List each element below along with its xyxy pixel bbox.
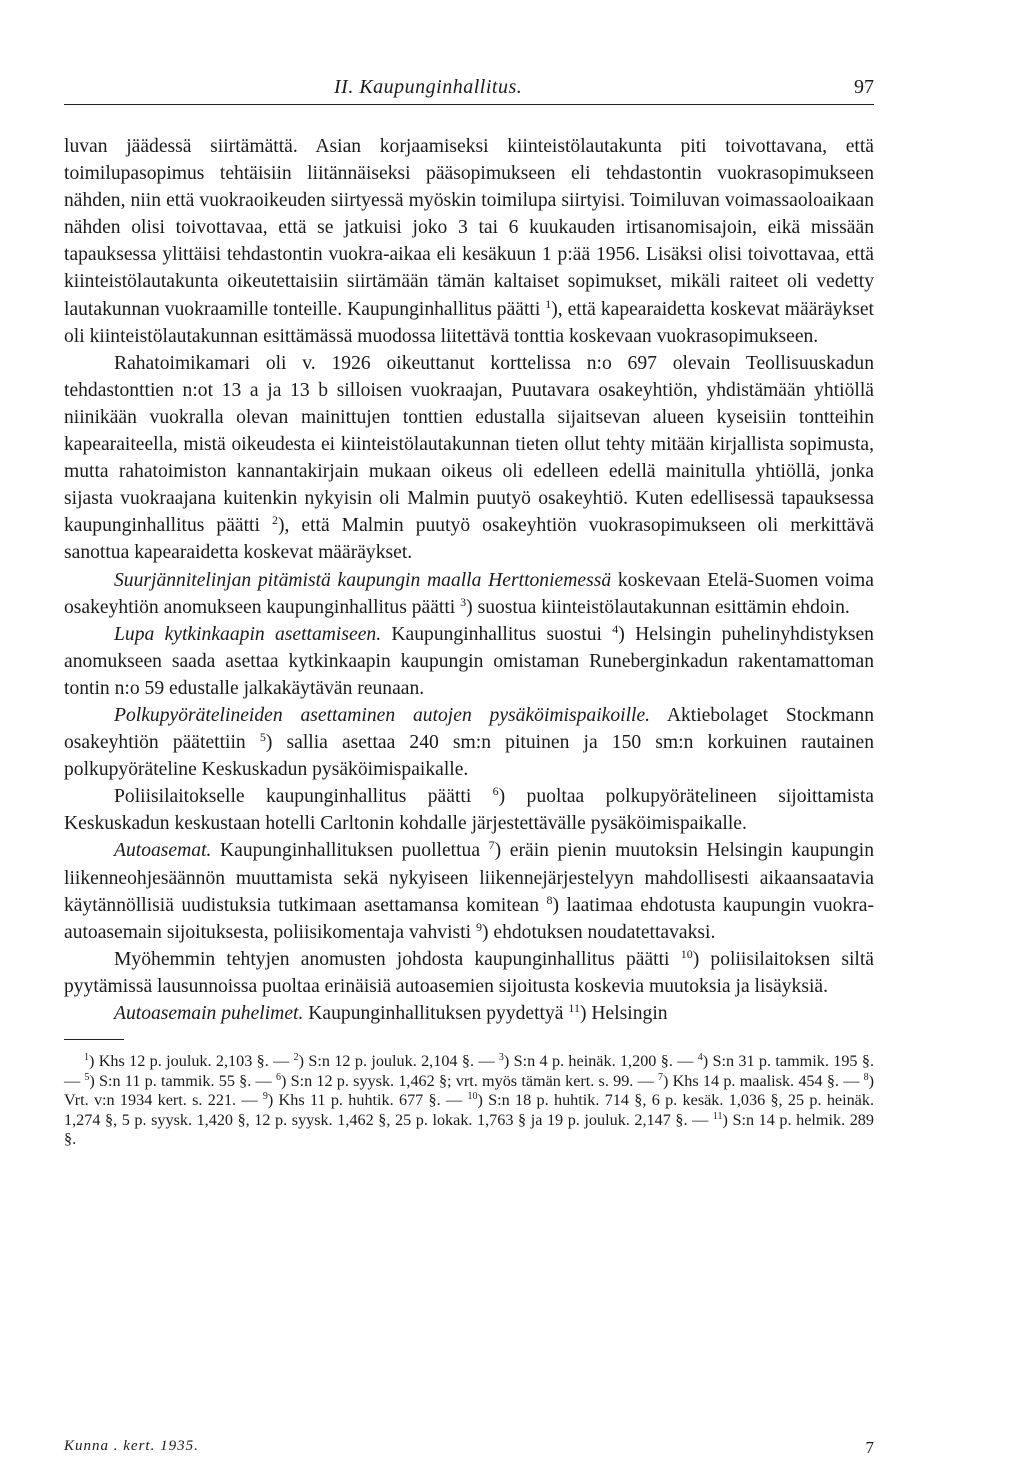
footnote-ref: 1 bbox=[84, 1052, 89, 1064]
footnote-ref: 7 bbox=[488, 838, 495, 853]
footnote-ref: 8 bbox=[863, 1071, 869, 1083]
footnote-ref: 11 bbox=[568, 1001, 580, 1015]
footnote-ref: 2 bbox=[271, 513, 278, 528]
footnote-ref: 10 bbox=[680, 946, 693, 961]
text-run: ) S:n 18 p. huhtik. 714 §, 6 p. kesäk. 1,036 §, 25 p. heinäk. 1,274 §, 5 p. syysk. 1,420 §, 12 p. syysk. 1,462 §, 25 p. lokak. 1,763 § ja 19 p. jouluk. 2,147 §. — bbox=[64, 1091, 875, 1129]
text-run: ) sallia asettaa 240 sm:n pituinen ja 150 sm:n korkuinen rautainen polkupyöräteline Keskuskadun pysäköimispaikalle. bbox=[64, 732, 874, 781]
text-run: ) Helsingin bbox=[579, 1003, 668, 1024]
italic-heading: Lupa kytkinkaapin asettamiseen. bbox=[114, 623, 382, 645]
paragraph bbox=[64, 350, 874, 567]
text-run: ) S:n 14 p. helmik. 289 §. bbox=[64, 1110, 874, 1149]
text-run: ) S:n 12 p. jouluk. 2,104 §. — bbox=[298, 1052, 499, 1071]
signature-number: 7 bbox=[865, 1438, 874, 1457]
text-run: ) Helsingin puhelinyhdistyksen anomukseen saada asettaa kytkinkaapin kaupungin omistaman Runeberginkadun rakentamattoman tontin n:o 59 edustalle jalkakäytävän reunaan. bbox=[64, 623, 874, 699]
footnote-ref: 2 bbox=[293, 1052, 299, 1064]
text-run: ), että kapearaidetta koskevat määräykset oli kiinteistölautakunnan esittämässä muodossa liitettävä tonttia koskevaan vuokrasopimukseen. bbox=[64, 298, 874, 347]
text-run: ) eräin pienin muutoksin Helsingin kaupungin liikenneohjesäännön muuttamista sekä nykyiseen liikennejärjestelyyn mahdollisesti aikaansaatavia käytännöllisiä uudistuksia tutkimaan asettamansa komitean bbox=[64, 840, 874, 916]
text-run: luvan jäädessä siirtämättä. Asian korjaamiseksi kiinteistölautakunta piti toivottavana, että toimilupasopimus tehtäisiin liitännäiseksi pääsopimukseen eli tehdastontin vuokrasopimukseen nähden, niin että vuokraoikeuden siirtyessä myöskin toimilupa siirtyisi. Toimiluvan voimassaoloaikaan nähden olisi toivottavaa, että se jatkuisi joko 3 tai 6 kuukauden irtisanomisajoin, eikä missään tapauksessa ylittäisi tehdastontin vuokra-aikaa eli kesäkuun 1 p:ää 1956. Lisäksi olisi toivottavaa, että kiinteistölautakunta oikeutettaisiin siirtämään tämän kaltaiset sopimukset, mikäli raiteet oli vedetty lautakunnan vuokraamille tonteille. Kaupunginhallitus päätti bbox=[64, 136, 874, 320]
footnote-ref: 5 bbox=[259, 730, 266, 745]
text-run: ) S:n 12 p. syysk. 1,462 §; vrt. myös tämän kert. s. 99. — bbox=[280, 1071, 658, 1090]
text-run: ) puoltaa polkupyörätelineen sijoittamista Keskuskadun keskustaan hotelli Carltonin kohdalle järjestettävälle pysäköimispaikalle. bbox=[64, 786, 874, 835]
text-run: ) ehdotuksen noudatettavaksi. bbox=[481, 921, 716, 943]
italic-heading: Autoasemat. bbox=[114, 840, 212, 862]
italic-heading: Autoasemain puhelimet. bbox=[114, 1003, 304, 1024]
paragraph bbox=[64, 621, 874, 702]
text-run: ) Vrt. v:n 1934 kert. s. 221. — bbox=[64, 1071, 874, 1110]
running-head bbox=[64, 70, 874, 104]
paragraph bbox=[64, 133, 874, 350]
paragraph bbox=[64, 1000, 874, 1027]
text-run: ) Khs 14 p. maalisk. 454 §. — bbox=[663, 1071, 864, 1090]
footnote-ref: 6 bbox=[275, 1071, 281, 1083]
body-text bbox=[64, 133, 874, 1027]
text-run: Kaupunginhallitus suostui bbox=[381, 623, 613, 645]
text-run: ) poliisilaitoksen siltä pyytämissä lausunnoissa puoltaa erinäisiä autoasemien sijoitusta koskevia muutoksia ja lisäyksiä. bbox=[64, 948, 874, 997]
text-run: ), että Malmin puutyö osakeyhtiön vuokrasopimukseen oli merkittävä sanottua kapearaidetta koskevat määräykset. bbox=[64, 515, 874, 564]
footnote-ref: 11 bbox=[712, 1110, 723, 1122]
text-run: ) S:n 11 p. tammik. 55 §. — bbox=[89, 1071, 276, 1090]
italic-heading: Suurjännitelinjan pitämistä kaupungin maalla Herttoniemessä bbox=[114, 569, 612, 591]
footnote-ref: 1 bbox=[545, 296, 552, 311]
paragraph bbox=[64, 783, 874, 837]
footnote-ref: 9 bbox=[475, 919, 482, 934]
footnote-ref: 4 bbox=[697, 1052, 703, 1064]
footnote-ref: 9 bbox=[262, 1091, 268, 1103]
footnote-ref: 10 bbox=[467, 1091, 478, 1103]
footnote-ref: 8 bbox=[546, 892, 553, 907]
text-run: ) Khs 11 p. huhtik. 677 §. — bbox=[267, 1091, 468, 1110]
running-head-title: II. Kaupunginhallitus. bbox=[334, 76, 523, 98]
footnote-ref: 7 bbox=[658, 1071, 663, 1083]
footnote-ref: 3 bbox=[498, 1052, 504, 1064]
footnote-rule bbox=[64, 1039, 124, 1040]
text-run: Aktiebolaget Stockmann osakeyhtiön päätettiin bbox=[64, 704, 874, 754]
signature-mark: Kunna . kert. 1935. bbox=[64, 1438, 199, 1454]
text-run: Rahatoimikamari oli v. 1926 oikeuttanut korttelissa n:o 697 olevain Teollisuuskadun tehdastonttien n:ot 13 a ja 13 b silloisen vuokraajan, Puutavara osakeyhtiön, yhdistämään yhtiöllä niinikään vuokralla olevan mainittujen tonttien edustalla sijaitsevan alueen kyseisiin tontteihin kapearaiteella, mistä oikeudesta ei kiinteistölautakunnan tieten ollut tehty mitään kirjallista sopimusta, mutta rahatoimiston kannantakirjain mukaan oikeus oli edelleen edellä mainitulla yhtiöllä, jonka sijasta vuokraajana kuitenkin nykyisin oli Malmin puutyö osakeyhtiö. Kuten edellisessä tapauksessa kaupunginhallitus päätti bbox=[64, 352, 874, 537]
page-number: 97 bbox=[854, 76, 874, 98]
footnote-ref: 6 bbox=[492, 784, 499, 799]
text-run: Kaupunginhallituksen puollettua bbox=[211, 840, 489, 862]
text-run: ) Khs 12 p. jouluk. 2,103 §. — bbox=[89, 1052, 294, 1071]
printer-signature bbox=[64, 1438, 874, 1455]
paragraph bbox=[64, 567, 874, 621]
text-run: ) suostua kiinteistölautakunnan esittämin ehdoin. bbox=[466, 596, 850, 618]
paragraph bbox=[64, 702, 874, 783]
page bbox=[64, 70, 874, 1150]
text-run: ) S:n 31 p. tammik. 195 §. — bbox=[64, 1052, 874, 1090]
text-run: Kaupunginhallituksen pyydettyä bbox=[303, 1003, 569, 1024]
paragraph bbox=[64, 837, 874, 945]
footnote-ref: 4 bbox=[612, 621, 619, 636]
paragraph bbox=[64, 946, 874, 1000]
text-run: Poliisilaitokselle kaupunginhallitus päätti bbox=[114, 786, 493, 808]
footnotes bbox=[64, 1052, 874, 1150]
header-rule bbox=[64, 104, 874, 105]
italic-heading: Polkupyörätelineiden asettaminen autojen pysäköimispaikoille. bbox=[114, 704, 651, 726]
text-run: Myöhemmin tehtyjen anomusten johdosta kaupunginhallitus päätti bbox=[114, 948, 681, 970]
text-run: koskevaan Etelä-Suomen voima osakeyhtiön anomukseen kaupunginhallitus päätti bbox=[64, 569, 874, 618]
footnote-ref: 5 bbox=[84, 1071, 90, 1083]
text-run: ) S:n 4 p. heinäk. 1,200 §. — bbox=[503, 1052, 698, 1071]
text-run: ) laatimaa ehdotusta kaupungin vuokra-autoasemain sijoituksesta, poliisikomentaja vahvisti bbox=[64, 894, 874, 943]
footnote-ref: 3 bbox=[460, 594, 467, 609]
